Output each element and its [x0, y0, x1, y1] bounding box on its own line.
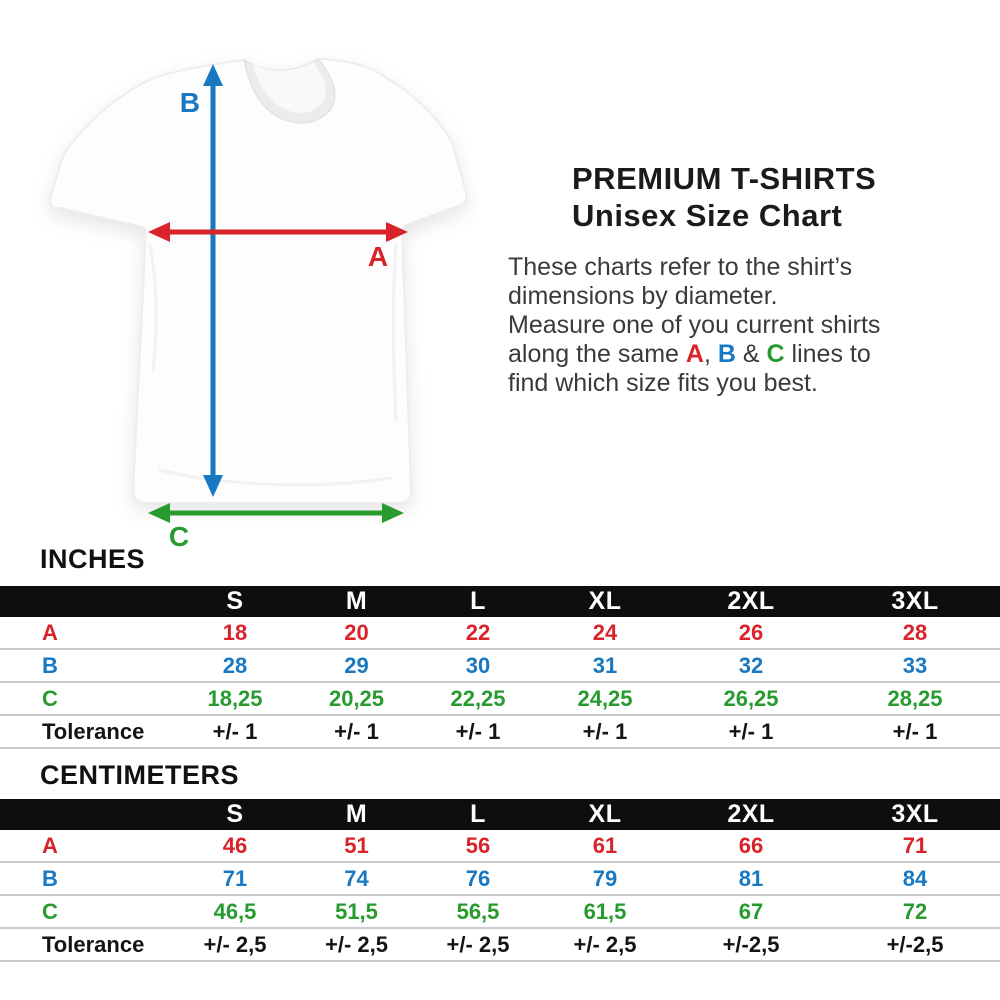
description-sep: ,: [703, 340, 718, 368]
row-label: C: [0, 895, 175, 928]
measurement-value: 24,25: [538, 682, 672, 715]
measurement-value: +/-2,5: [830, 928, 1000, 961]
tshirt-body: [50, 59, 467, 503]
measurement-value: +/- 1: [672, 715, 830, 748]
measurement-value: +/- 2,5: [538, 928, 672, 961]
size-column-header: 2XL: [672, 586, 830, 617]
measure-row-tolerance: [0, 715, 1000, 748]
description-line: along the same: [508, 340, 686, 368]
size-column-header: 3XL: [830, 799, 1000, 830]
label-c: C: [168, 521, 190, 552]
measurement-value: +/- 1: [418, 715, 538, 748]
size-header-row: [0, 586, 1000, 617]
label-b: B: [179, 87, 200, 118]
measurement-value: 20: [295, 617, 418, 649]
centimeters-section-title: CENTIMETERS: [40, 760, 240, 790]
measurement-value: 76: [418, 862, 538, 895]
measurement-value: 30: [418, 649, 538, 682]
inline-label-b: B: [717, 340, 736, 368]
inches-section-title: INCHES: [40, 544, 146, 574]
measurement-value: 20,25: [295, 682, 418, 715]
row-label: B: [0, 862, 175, 895]
size-column-header: S: [175, 799, 295, 830]
header-corner-cell: [0, 586, 175, 617]
size-column-header: XL: [538, 799, 672, 830]
measurement-value: 33: [830, 649, 1000, 682]
row-label: C: [0, 682, 175, 715]
measurement-value: 18: [175, 617, 295, 649]
measurement-value: 56: [418, 830, 538, 862]
arrow-c: [148, 503, 404, 552]
measurement-value: +/- 1: [830, 715, 1000, 748]
measure-row-b: [0, 862, 1000, 895]
row-label: A: [0, 617, 175, 649]
description-line: These charts refer to the shirt’s: [508, 253, 853, 281]
size-column-header: S: [175, 586, 295, 617]
measurement-value: 18,25: [175, 682, 295, 715]
tshirt-measurement-diagram: [0, 0, 480, 555]
measurement-value: 24: [538, 617, 672, 649]
measurement-value: 31: [538, 649, 672, 682]
measure-row-a: [0, 830, 1000, 862]
measurement-value: +/- 2,5: [175, 928, 295, 961]
measurement-value: 56,5: [418, 895, 538, 928]
measurement-value: 51,5: [295, 895, 418, 928]
row-label: Tolerance: [0, 928, 175, 961]
description-line: lines to: [784, 340, 871, 368]
measurement-value: 71: [830, 830, 1000, 862]
inline-label-c: C: [766, 340, 785, 368]
measurement-value: 79: [538, 862, 672, 895]
measure-row-c: [0, 895, 1000, 928]
size-column-header: M: [295, 586, 418, 617]
measurement-value: 72: [830, 895, 1000, 928]
size-column-header: M: [295, 799, 418, 830]
row-label: A: [0, 830, 175, 862]
measure-row-b: [0, 649, 1000, 682]
measurement-value: 84: [830, 862, 1000, 895]
measurement-value: +/- 1: [538, 715, 672, 748]
measurement-value: 28: [175, 649, 295, 682]
size-column-header: L: [418, 586, 538, 617]
measurement-value: 26,25: [672, 682, 830, 715]
description-line: dimensions by diameter.: [508, 282, 778, 310]
size-column-header: XL: [538, 586, 672, 617]
measurement-value: 74: [295, 862, 418, 895]
header-corner-cell: [0, 799, 175, 830]
page-title: [572, 160, 978, 234]
tshirt-graphic: [50, 59, 467, 503]
row-label: Tolerance: [0, 715, 175, 748]
measurement-value: 46,5: [175, 895, 295, 928]
size-header-row: [0, 799, 1000, 830]
measurement-value: +/- 1: [175, 715, 295, 748]
measurement-value: 67: [672, 895, 830, 928]
measure-row-tolerance: [0, 928, 1000, 961]
row-label: B: [0, 649, 175, 682]
measurement-value: 71: [175, 862, 295, 895]
description-line: Measure one of you current shirts: [508, 311, 881, 339]
size-column-header: L: [418, 799, 538, 830]
measurement-value: 61,5: [538, 895, 672, 928]
measurement-value: +/-2,5: [672, 928, 830, 961]
measure-row-a: [0, 617, 1000, 649]
size-column-header: 3XL: [830, 586, 1000, 617]
measurement-value: 22,25: [418, 682, 538, 715]
description-line: find which size fits you best.: [508, 369, 818, 397]
measurement-value: 32: [672, 649, 830, 682]
measurement-value: 22: [418, 617, 538, 649]
size-column-header: 2XL: [672, 799, 830, 830]
measurement-value: 66: [672, 830, 830, 862]
arrow-c-head-left: [148, 503, 170, 523]
arrow-c-head-right: [382, 503, 404, 523]
measurement-value: 61: [538, 830, 672, 862]
measurement-value: 29: [295, 649, 418, 682]
measurement-value: 26: [672, 617, 830, 649]
measurement-value: 28,25: [830, 682, 1000, 715]
title-line-2: Unisex Size Chart: [572, 198, 843, 233]
title-line-1: PREMIUM T-SHIRTS: [572, 161, 877, 196]
label-a: A: [367, 241, 389, 272]
measure-row-c: [0, 682, 1000, 715]
measurement-value: 46: [175, 830, 295, 862]
measurement-value: +/- 2,5: [295, 928, 418, 961]
header-block: [508, 160, 978, 398]
inline-label-a: A: [685, 340, 704, 368]
description-text: [508, 253, 978, 398]
measurement-value: 51: [295, 830, 418, 862]
measurement-value: +/- 1: [295, 715, 418, 748]
measurement-value: 81: [672, 862, 830, 895]
centimeters-size-table: [0, 799, 1000, 962]
measurement-value: +/- 2,5: [418, 928, 538, 961]
inches-size-table: [0, 586, 1000, 749]
measurement-value: 28: [830, 617, 1000, 649]
description-sep: &: [735, 340, 767, 368]
